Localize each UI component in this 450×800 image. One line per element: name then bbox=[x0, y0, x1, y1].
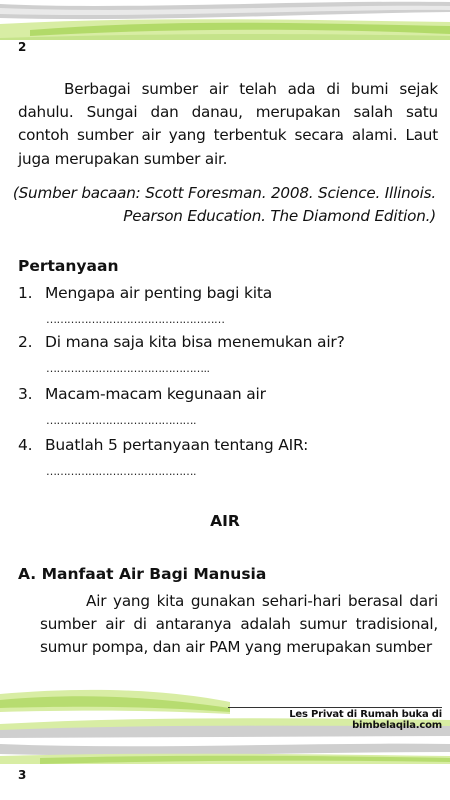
question-2-number: 2. bbox=[18, 333, 33, 351]
answer-line-4: ……………………………………. bbox=[46, 465, 196, 478]
question-4-text: Buatlah 5 pertanyaan tentang AIR: bbox=[45, 436, 309, 454]
answer-line-2: ……………………………………….. bbox=[46, 362, 210, 375]
answer-line-3: ……………………………………. bbox=[46, 414, 196, 427]
section-subheading: A. Manfaat Air Bagi Manusia bbox=[18, 565, 267, 583]
footer-divider bbox=[228, 707, 442, 708]
question-2 bbox=[18, 333, 345, 351]
header-wave-decoration bbox=[0, 0, 450, 42]
question-3-number: 3. bbox=[18, 385, 33, 403]
question-1 bbox=[18, 284, 272, 302]
intro-paragraph: Berbagai sumber air telah ada di bumi sejak dahulu. Sungai dan danau, merupakan salah satu contoh sumber air yang terbentuk secara alami. Laut juga merupakan sumber air. bbox=[18, 80, 438, 168]
question-3 bbox=[18, 385, 266, 403]
question-4-number: 4. bbox=[18, 436, 33, 454]
question-1-number: 1. bbox=[18, 284, 33, 302]
question-2-text: Di mana saja kita bisa menemukan air? bbox=[45, 333, 345, 351]
answer-line-1: …………………………………………… bbox=[46, 313, 225, 326]
page-number-top: 2 bbox=[18, 40, 27, 54]
question-3-text: Macam-macam kegunaan air bbox=[45, 385, 266, 403]
question-4 bbox=[18, 436, 308, 454]
source-citation: (Sumber bacaan: Scott Foresman. 2008. Science. Illinois. Pearson Education. The Diamond Edition.) bbox=[12, 184, 436, 226]
page-break-wave-decoration bbox=[0, 742, 450, 766]
section-title: AIR bbox=[210, 512, 240, 530]
section-paragraph: Air yang kita gunakan sehari-hari berasal dari sumber air di antaranya adalah sumur tradisional, sumur pompa, dan air PAM yang merupakan sumber bbox=[40, 592, 438, 657]
question-1-text: Mengapa air penting bagi kita bbox=[45, 284, 273, 302]
footer-text: Les Privat di Rumah buka di bimbelaqila.com bbox=[289, 709, 442, 731]
questions-heading: Pertanyaan bbox=[18, 257, 119, 275]
page-number-bottom: 3 bbox=[18, 768, 27, 782]
